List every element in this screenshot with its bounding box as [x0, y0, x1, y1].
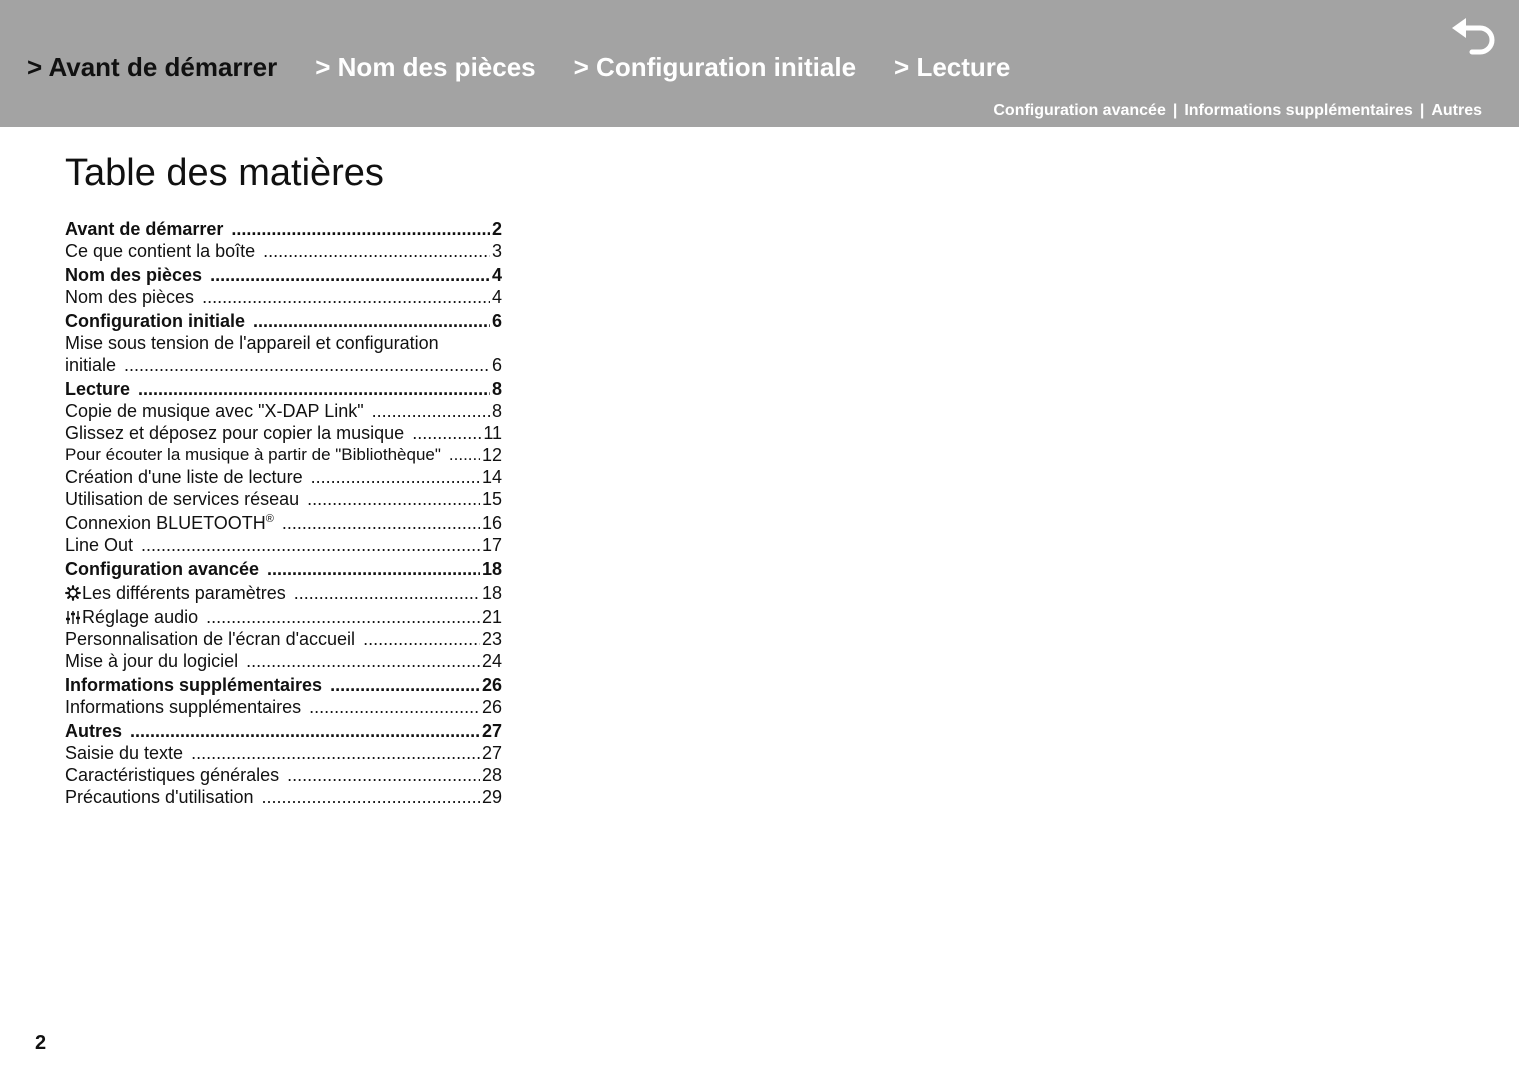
- main-nav: [27, 52, 1010, 83]
- toc-item-mise-sous-tension[interactable]: Mise sous tension de l'appareil et configuration initiale ..... 6: [65, 332, 502, 376]
- nav-separator: |: [1172, 102, 1178, 119]
- toc-item-saisie-du-texte[interactable]: Saisie du texte ..... 27: [65, 742, 502, 764]
- table-of-contents: [65, 218, 502, 808]
- toc-item-reglage-audio[interactable]: Réglage audio ..... 21: [65, 606, 502, 628]
- toc-item-parametres[interactable]: Les différents paramètres ..... 18: [65, 582, 502, 604]
- toc-item-glissez-deposez[interactable]: Glissez et déposez pour copier la musique ..... 11: [65, 422, 502, 444]
- toc-item-caracteristiques[interactable]: Caractéristiques générales ..... 28: [65, 764, 502, 786]
- toc-item-lecture-section[interactable]: Lecture ..... 8: [65, 378, 502, 400]
- toc-item-autres-section[interactable]: Autres ..... 27: [65, 720, 502, 742]
- nav-informations-supplementaires[interactable]: Informations supplémentaires: [1184, 102, 1413, 119]
- nav-configuration-initiale[interactable]: > Configuration initiale: [573, 52, 857, 82]
- equalizer-icon: [65, 609, 81, 625]
- toc-item-line-out[interactable]: Line Out ..... 17: [65, 534, 502, 556]
- nav-configuration-avancee[interactable]: Configuration avancée: [993, 102, 1166, 119]
- toc-item-avant-de-demarrer[interactable]: Avant de démarrer ..... 2: [65, 218, 502, 240]
- toc-item-bluetooth[interactable]: Connexion BLUETOOTH® ..... 16: [65, 512, 502, 534]
- nav-autres[interactable]: Autres: [1431, 102, 1482, 119]
- header-bar: [0, 0, 1519, 127]
- toc-item-liste-de-lecture[interactable]: Création d'une liste de lecture ..... 14: [65, 466, 502, 488]
- page-number: 2: [35, 1032, 47, 1054]
- back-arrow-icon: [1450, 16, 1500, 58]
- toc-item-bibliotheque[interactable]: Pour écouter la musique à partir de "Bibliothèque" ..... 12: [65, 444, 502, 466]
- toc-item-nom-des-pieces-section[interactable]: Nom des pièces ..... 4: [65, 264, 502, 286]
- toc-item-precautions[interactable]: Précautions d'utilisation ..... 29: [65, 786, 502, 808]
- page-title: Table des matières: [65, 152, 384, 194]
- back-button[interactable]: [1450, 16, 1500, 58]
- toc-item-ce-que-contient[interactable]: Ce que contient la boîte ..... 3: [65, 240, 502, 262]
- toc-item-informations[interactable]: Informations supplémentaires ..... 26: [65, 696, 502, 718]
- toc-item-configuration-avancee-section[interactable]: Configuration avancée ..... 18: [65, 558, 502, 580]
- nav-lecture[interactable]: > Lecture: [894, 52, 1011, 82]
- toc-item-services-reseau[interactable]: Utilisation de services réseau ..... 15: [65, 488, 502, 510]
- toc-item-copie-de-musique[interactable]: Copie de musique avec "X-DAP Link" ..... 8: [65, 400, 502, 422]
- sub-nav: [993, 102, 1482, 120]
- toc-item-configuration-initiale-section[interactable]: Configuration initiale ..... 6: [65, 310, 502, 332]
- toc-item-informations-section[interactable]: Informations supplémentaires ..... 26: [65, 674, 502, 696]
- nav-separator: |: [1419, 102, 1425, 119]
- toc-item-mise-a-jour[interactable]: Mise à jour du logiciel ..... 24: [65, 650, 502, 672]
- nav-avant-de-demarrer[interactable]: > Avant de démarrer: [27, 52, 278, 82]
- toc-item-ecran-accueil[interactable]: Personnalisation de l'écran d'accueil ..... 23: [65, 628, 502, 650]
- toc-item-nom-des-pieces[interactable]: Nom des pièces ..... 4: [65, 286, 502, 308]
- gear-icon: [65, 585, 81, 601]
- nav-nom-des-pieces[interactable]: > Nom des pièces: [315, 52, 536, 82]
